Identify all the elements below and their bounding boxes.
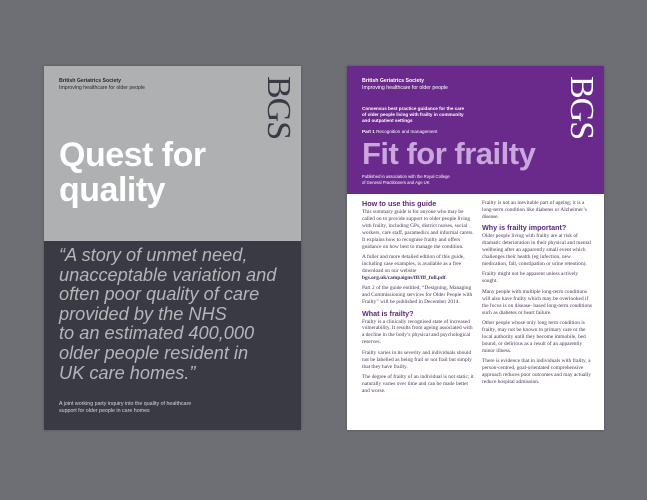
document-title: Fit for frailty bbox=[362, 136, 536, 171]
org-tagline: Improving healthcare for older people bbox=[362, 85, 448, 91]
quote-line: to an estimated 400,000 bbox=[59, 323, 255, 344]
bgs-logo: BGS bbox=[260, 76, 297, 140]
footnote-line: A joint working party inquiry into the quality of healthcare bbox=[59, 401, 192, 407]
part-label bbox=[362, 129, 437, 135]
quote-line: older people resident in bbox=[59, 342, 249, 363]
paragraph bbox=[362, 254, 475, 282]
paragraph: Many people with multiple long-term conditions will also have frailty which may be overlooked if the focus is on disease- based long-term conditions such as diabetes or heart failure. bbox=[482, 288, 593, 316]
paragraph: There is evidence that in individuals with frailty, a person-centred, goal-orientated comprehensive approach reduces poor outcomes and may actually reduce hospital admission. bbox=[482, 358, 591, 385]
paragraph: Frailty is a clinically recognised state of increased vulnerability. It results from ageing associated with a decline in the body’s physical and psychological reserves. bbox=[362, 318, 473, 346]
quest-for-quality-cover bbox=[44, 66, 301, 430]
quote-line: often poor quality of care bbox=[59, 284, 260, 305]
org-name: British Geriatrics Society bbox=[59, 78, 121, 84]
paragraph-text: . bbox=[445, 274, 448, 281]
paragraph: Frailty varies in its severity and individuals should not be labelled as being frail or not frail but simply that they have frailty. bbox=[362, 349, 472, 370]
quote-line: “A story of unmet need, bbox=[59, 245, 248, 265]
left-column bbox=[362, 200, 475, 398]
paragraph: Part 2 of the guide entitled, “Designing, Managing and Commissioning services for Older People with Frailty” will be published in December 2014. bbox=[362, 285, 473, 306]
pull-quote bbox=[59, 246, 294, 383]
org-tagline: Improving healthcare for older people bbox=[59, 85, 145, 91]
published-line: Published in association with the Royal College bbox=[362, 174, 450, 179]
paragraph: Frailty is not an inevitable part of ageing; it is a long-term condition like diabetes or Alzheimer’s disease. bbox=[482, 200, 587, 220]
org-name: British Geriatrics Society bbox=[362, 78, 424, 84]
paragraph-text: A fuller and more detailed edition of this guide, including case examples, is available as a free download on our website bbox=[362, 254, 465, 274]
fit-for-frailty-page bbox=[347, 66, 604, 430]
section-heading: What is frailty? bbox=[362, 308, 414, 318]
published-line: of General Practitioners and Age UK bbox=[362, 179, 430, 185]
paragraph: The degree of frailty of an individual is not static; it naturally varies over time and can be made better and worse. bbox=[362, 374, 474, 394]
quote-line: unacceptable variation and bbox=[59, 264, 277, 285]
subtitle-line: of older people living with frailty in community bbox=[362, 112, 464, 117]
cover-footnote bbox=[59, 401, 259, 415]
part-number: Part 1 bbox=[362, 129, 375, 134]
cover-top-panel bbox=[44, 66, 301, 241]
paragraph: Other people whose only long term condition is frailty, may not be known to primary care or the local authority until they become immobile, bed bound, or delirious as a result of an apparently minor illness. bbox=[482, 320, 586, 354]
section-heading: Why is frailty important? bbox=[482, 223, 567, 233]
quote-line: provided by the NHS bbox=[59, 303, 227, 324]
section-heading: How to use this guide bbox=[362, 199, 437, 208]
org-header bbox=[59, 78, 145, 92]
subtitle-line: and outpatient settings bbox=[362, 118, 413, 123]
paragraph: This summary guide is for anyone who may be called on to provide support to older people living with frailty, including GPs, district nurses, social workers, care staff, paramedics and informal carers. It explains how to recognise frailty and offers guidance on how best to manage the condition. bbox=[362, 209, 474, 250]
bgs-logo: BGS bbox=[563, 76, 600, 140]
title-line: quality bbox=[59, 171, 166, 209]
org-header bbox=[362, 78, 448, 92]
subtitle-line: Consensus best practice guidance for the care bbox=[362, 106, 465, 111]
footnote-line: support for older people in care homes bbox=[59, 408, 150, 414]
quote-line: UK care homes.” bbox=[59, 362, 196, 383]
cover-title bbox=[59, 138, 259, 208]
guide-link[interactable]: bgs.org.uk/campaigns/fff/fff_full.pdf bbox=[362, 274, 446, 281]
published-note bbox=[362, 174, 482, 185]
consensus-subtitle bbox=[362, 106, 512, 124]
paragraph: Older people living with frailty are at risk of dramatic deterioration in their physical and mental wellbeing after an apparently small event which challenges their health (eg infection, new medication, fall, constipation or urine retention). bbox=[482, 233, 591, 267]
title-line: Quest for bbox=[59, 136, 206, 174]
right-column bbox=[482, 200, 595, 389]
paragraph: Frailty might not be apparent unless actively sought. bbox=[482, 271, 579, 285]
header-band bbox=[347, 66, 604, 194]
part-text: Recognition and management bbox=[376, 129, 438, 134]
